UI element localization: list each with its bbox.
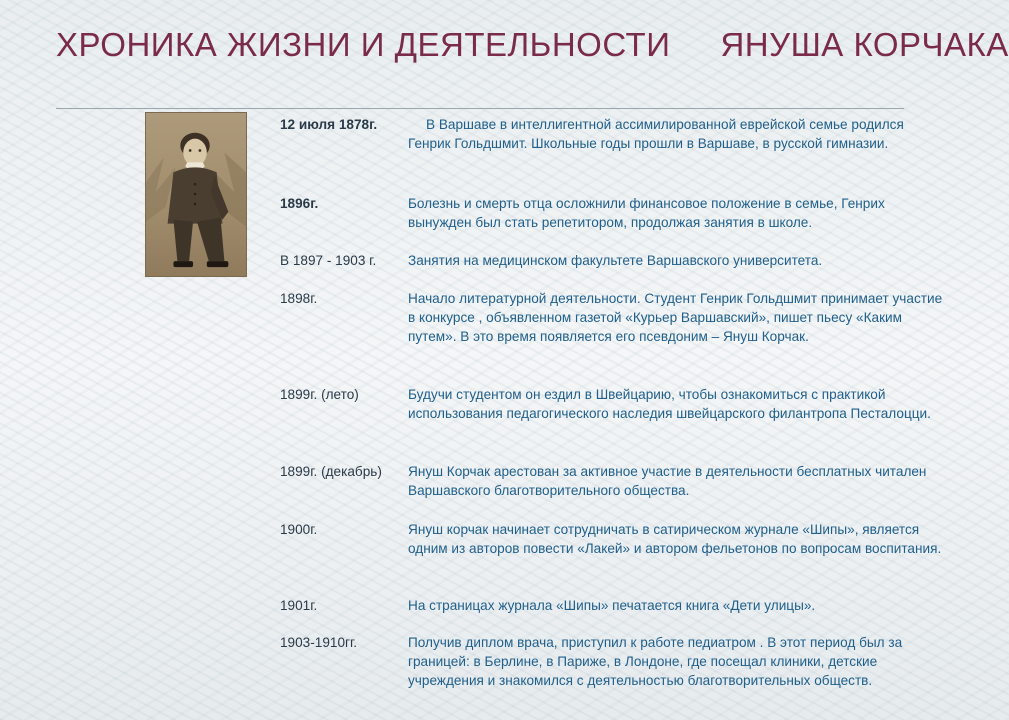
timeline-text: Получив диплом врача, приступил к работе педиатром . В этот период был за границей: в Берлине, в Париже, в Лондоне, где посещал клиники, детские учреждения и знакомился с деятельностью благотворительных обществ. (408, 635, 903, 688)
timeline-date: 1899г. (лето) (280, 387, 359, 402)
timeline-date: 1896г. (280, 196, 319, 211)
timeline-date: 12 июля 1878г. (280, 117, 378, 132)
timeline-text: Будучи студентом он ездил в Швейцарию, чтобы ознакомиться с практикой использования педагогического наследия швейцарского филантропа Песталоцци. (408, 387, 931, 421)
portrait-photo (145, 112, 247, 277)
slide-title (56, 26, 1009, 64)
timeline-text: Занятия на медицинском факультете Варшавского университета. (408, 253, 823, 268)
timeline-date: В 1897 - 1903 г. (280, 253, 377, 268)
title-part-name: ЯНУША КОРЧАКА (720, 26, 1009, 63)
timeline-text: Болезнь и смерть отца осложнили финансовое положение в семье, Генрих вынужден был стать репетитором, продолжая занятия в школе. (408, 196, 885, 230)
timeline-date: 1900г. (280, 522, 318, 537)
title-part-chronicle: ХРОНИКА ЖИЗНИ И ДЕЯТЕЛЬНОСТИ (56, 26, 671, 63)
boy-portrait-image (146, 113, 246, 276)
title-divider (56, 108, 904, 109)
timeline-text: В Варшаве в интеллигентной ассимилированной еврейской семье родился Генрик Гольдшмит. Школьные годы прошли в Варшаве, в русской гимназии. (408, 117, 904, 151)
timeline-date: 1899г. (декабрь) (280, 464, 382, 479)
timeline-date: 1901г. (280, 598, 318, 613)
timeline-text: На страницах журнала «Шипы» печатается книга «Дети улицы». (408, 598, 816, 613)
timeline-text: Януш корчак начинает сотрудничать в сатирическом журнале «Шипы», является одним из авторов повести «Лакей» и автором фельетонов по вопросам воспитания. (408, 522, 942, 556)
timeline-date: 1898г. (280, 291, 318, 306)
timeline-text: Начало литературной деятельности. Студент Генрик Гольдшмит принимает участие в конкурсе , объявленном газетой «Курьер Варшавский», пишет пьесу «Каким путем». В это время появляется его псевдоним – Януш Корчак. (408, 291, 943, 344)
timeline-date: 1903-1910гг. (280, 635, 358, 650)
timeline-text: Януш Корчак арестован за активное участие в деятельности бесплатных читален Варшавского благотворительного общества. (408, 464, 927, 498)
